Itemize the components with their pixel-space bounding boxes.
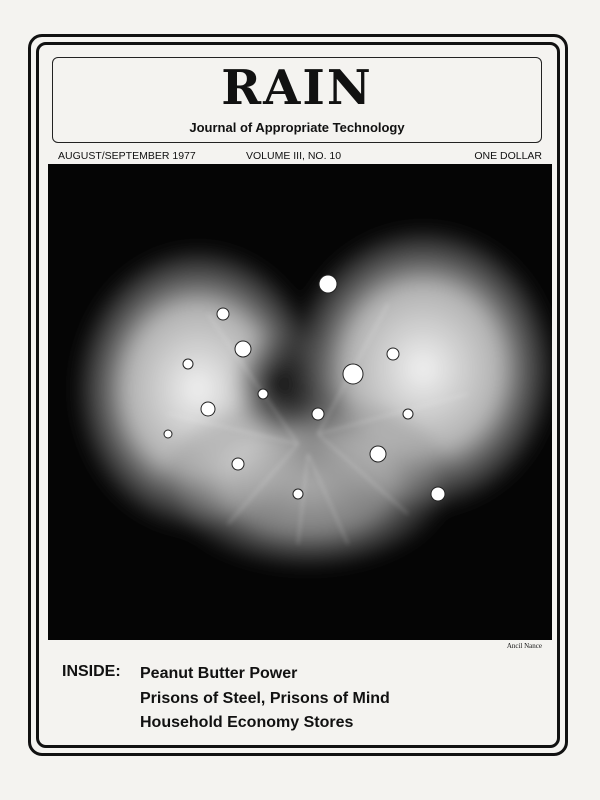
- issue-date: AUGUST/SEPTEMBER 1977: [58, 150, 196, 162]
- dandelion-photo-image: [48, 164, 552, 640]
- inside-label: INSIDE:: [62, 663, 121, 680]
- inside-article: Prisons of Steel, Prisons of Mind: [140, 689, 390, 707]
- inside-article: Peanut Butter Power: [140, 665, 298, 682]
- cover-photo: [48, 164, 552, 640]
- magazine-title: RAIN: [221, 60, 373, 116]
- inside-article-list: [140, 662, 390, 736]
- magazine-subtitle: Journal of Appropriate Technology: [189, 120, 405, 135]
- inside-article: Household Economy Stores: [140, 714, 354, 731]
- issue-volume: VOLUME III, NO. 10: [246, 150, 342, 162]
- photo-credit: Ancil Nance: [506, 642, 542, 650]
- issue-price: ONE DOLLAR: [474, 150, 542, 162]
